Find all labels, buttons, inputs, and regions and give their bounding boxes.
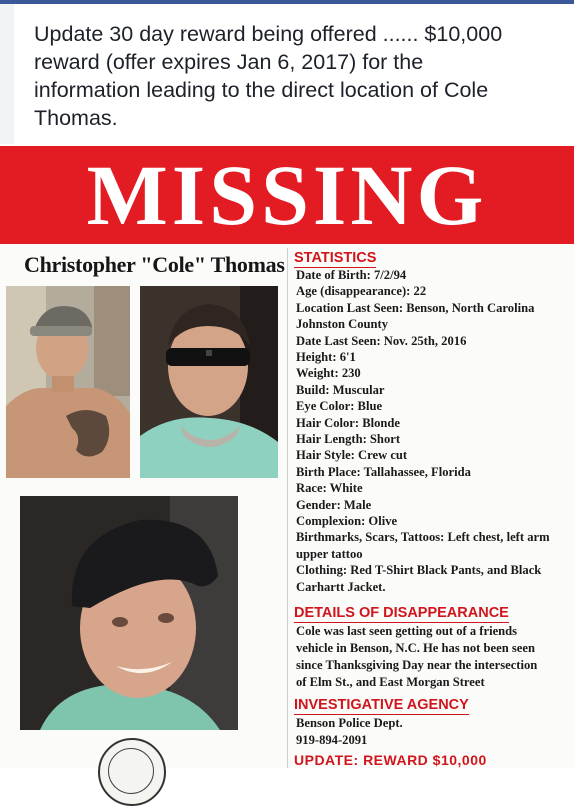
post-text-line: Thomas. bbox=[34, 106, 118, 130]
statistics-line: Carhartt Jacket. bbox=[296, 579, 386, 594]
statistics-line: Date of Birth: 7/2/94 bbox=[296, 268, 407, 282]
facebook-top-bar bbox=[0, 0, 574, 4]
photo-shirtless[interactable] bbox=[6, 286, 130, 478]
agency-line: 919-894-2091 bbox=[296, 733, 368, 747]
statistics-line: Age (disappearance): 22 bbox=[296, 284, 427, 299]
post-text-line: information leading to the direct location of Cole bbox=[34, 78, 489, 102]
details-line: vehicle in Benson, N.C. He has not been seen bbox=[296, 641, 535, 655]
update-reward-heading: UPDATE: REWARD $10,000 bbox=[294, 752, 487, 768]
agency-line: Benson Police Dept. bbox=[296, 716, 403, 730]
details-line: since Thanksgiving Day near the intersection bbox=[296, 658, 538, 672]
police-seal-inner bbox=[108, 748, 154, 794]
photo-sunglasses-illustration bbox=[140, 286, 278, 478]
statistics-line: Johnston County bbox=[296, 317, 389, 332]
statistics-heading: STATISTICS bbox=[294, 250, 377, 266]
statistics-line: Complexion: Olive bbox=[296, 514, 398, 528]
statistics-line: Race: White bbox=[296, 481, 363, 496]
statistics-line: Hair Style: Crew cut bbox=[296, 448, 408, 463]
person-name: Christopher "Cole" Thomas bbox=[24, 252, 285, 277]
details-line: Cole was last seen getting out of a friends bbox=[296, 624, 518, 638]
statistics-line: upper tattoo bbox=[296, 546, 363, 561]
details-line: of Elm St., and East Morgan Street bbox=[296, 675, 485, 689]
post-left-edge bbox=[0, 4, 14, 144]
missing-banner bbox=[0, 146, 574, 244]
photo-sunglasses[interactable] bbox=[140, 286, 278, 478]
statistics-line: Date Last Seen: Nov. 25th, 2016 bbox=[296, 333, 467, 348]
details-heading: DETAILS OF DISAPPEARANCE bbox=[294, 605, 509, 621]
statistics-line: Gender: Male bbox=[296, 497, 372, 512]
photo-smiling-illustration bbox=[20, 496, 238, 730]
statistics-line: Location Last Seen: Benson, North Carolina bbox=[296, 300, 535, 315]
photo-smiling[interactable] bbox=[20, 496, 238, 730]
statistics-line: Hair Color: Blonde bbox=[296, 415, 401, 430]
agency-heading: INVESTIGATIVE AGENCY bbox=[294, 697, 469, 713]
statistics-line: Weight: 230 bbox=[296, 366, 361, 381]
police-seal-icon bbox=[98, 738, 166, 806]
statistics-line: Build: Muscular bbox=[296, 382, 385, 397]
column-divider bbox=[287, 248, 288, 768]
statistics-line: Height: 6'1 bbox=[296, 350, 356, 364]
post-text-line: Update 30 day reward being offered ...... $10,000 bbox=[34, 22, 503, 46]
statistics-line: Hair Length: Short bbox=[296, 432, 401, 446]
photo-shirtless-illustration bbox=[6, 286, 130, 478]
statistics-line: Clothing: Red T-Shirt Black Pants, and Black bbox=[296, 563, 542, 578]
post-text-line: reward (offer expires Jan 6, 2017) for the bbox=[34, 50, 424, 74]
statistics-line: Birth Place: Tallahassee, Florida bbox=[296, 464, 471, 479]
statistics-line: Birthmarks, Scars, Tattoos: Left chest, left arm bbox=[296, 530, 550, 545]
statistics-line: Eye Color: Blue bbox=[296, 399, 383, 414]
missing-banner-title: MISSING bbox=[86, 147, 488, 243]
post-text bbox=[34, 20, 554, 132]
